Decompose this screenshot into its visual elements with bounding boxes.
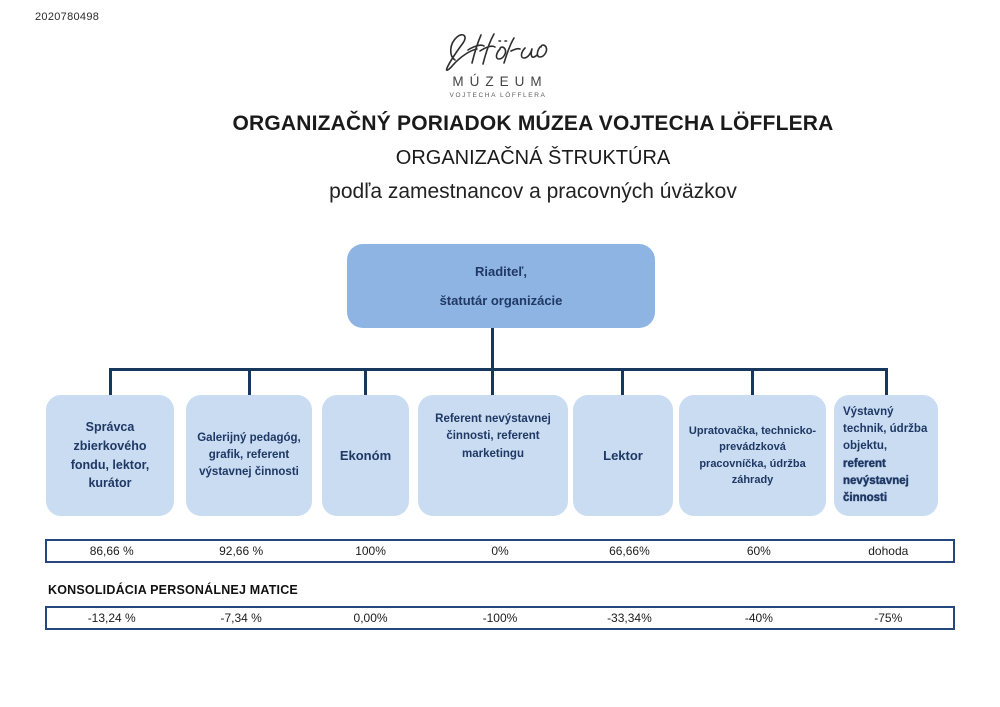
- workload-value: 86,66 %: [89, 544, 134, 558]
- consolidation-value: -100%: [482, 611, 518, 625]
- org-node-label: Správca zbierkového fondu, lektor, kurátor: [70, 420, 150, 491]
- page-subtitle: ORGANIZAČNÁ ŠTRUKTÚRA: [395, 147, 671, 169]
- museum-logo-name: MÚZEUM: [452, 74, 548, 89]
- connector-drop-1: [109, 368, 112, 395]
- workload-value: 0%: [491, 544, 509, 558]
- consolidation-value: -13,24 %: [87, 611, 136, 625]
- org-node-label: Lektor: [603, 447, 643, 463]
- page-title: ORGANIZAČNÝ PORIADOK MÚZEA VOJTECHA LÖFFLERA: [232, 112, 834, 135]
- workload-value: 100%: [355, 544, 386, 558]
- workload-value: 66,66%: [609, 544, 650, 558]
- org-node-director-line2: štatutár organizácie: [439, 293, 563, 308]
- consolidation-values-row: [45, 606, 955, 630]
- connector-drop-3: [364, 368, 367, 395]
- workload-value: dohoda: [868, 544, 909, 558]
- org-node-cleaner-technical: [679, 395, 826, 516]
- consolidation-value: -7,34 %: [220, 611, 262, 625]
- org-node-exhibition-technician: [834, 395, 938, 516]
- consolidation-value: -75%: [874, 611, 903, 625]
- consolidation-value: 0,00%: [353, 611, 388, 625]
- document-titles: [66, 112, 1000, 204]
- org-node-collections-manager: [46, 395, 174, 516]
- connector-drop-4: [491, 368, 494, 395]
- consolidation-value: -33,34%: [607, 611, 652, 625]
- consolidation-heading: KONSOLIDÁCIA PERSONÁLNEJ MATICE: [48, 583, 298, 597]
- org-node-lecturer: [573, 395, 673, 516]
- workload-value: 60%: [746, 544, 771, 558]
- page-subtitle-2: podľa zamestnancov a pracovných úväzkov: [329, 180, 737, 203]
- org-node-director-line1: Riaditeľ,: [475, 264, 527, 279]
- org-node-label: Upratovačka, technicko-prevádzková pracovníčka, údržba záhrady: [688, 424, 817, 486]
- connector-drop-5: [621, 368, 624, 395]
- connector-drop-7: [885, 368, 888, 395]
- consolidation-value: -40%: [744, 611, 773, 625]
- org-node-gallery-pedagogue: [186, 395, 312, 516]
- connector-drop-2: [248, 368, 251, 395]
- org-node-label: Referent nevýstavnej činnosti, referent marketingu: [435, 413, 551, 460]
- org-node-marketing-referent: [418, 395, 568, 516]
- connector-root-stem: [491, 328, 494, 369]
- org-node-economist: [322, 395, 409, 516]
- museum-logo-subtitle: VOJTECHA LÖFFLERA: [449, 92, 547, 99]
- org-node-label-heavy: referent nevýstavnej činnosti: [843, 457, 909, 504]
- org-node-label: Galerijný pedagóg, grafik, referent výstavnej činnosti: [197, 431, 301, 479]
- document-number: 2020780498: [35, 11, 100, 23]
- org-node-director: [347, 244, 655, 328]
- workload-value: 92,66 %: [219, 544, 264, 558]
- org-node-label: Výstavný technik, údržba objektu, referent nevýstavnej činnosti: [843, 405, 928, 504]
- workload-percentages-row: [45, 539, 955, 563]
- connector-bus: [109, 368, 888, 371]
- org-node-label: Ekonóm: [339, 447, 392, 463]
- museum-logo: [421, 30, 573, 99]
- connector-drop-6: [751, 368, 754, 395]
- loffler-signature-icon: [437, 30, 557, 72]
